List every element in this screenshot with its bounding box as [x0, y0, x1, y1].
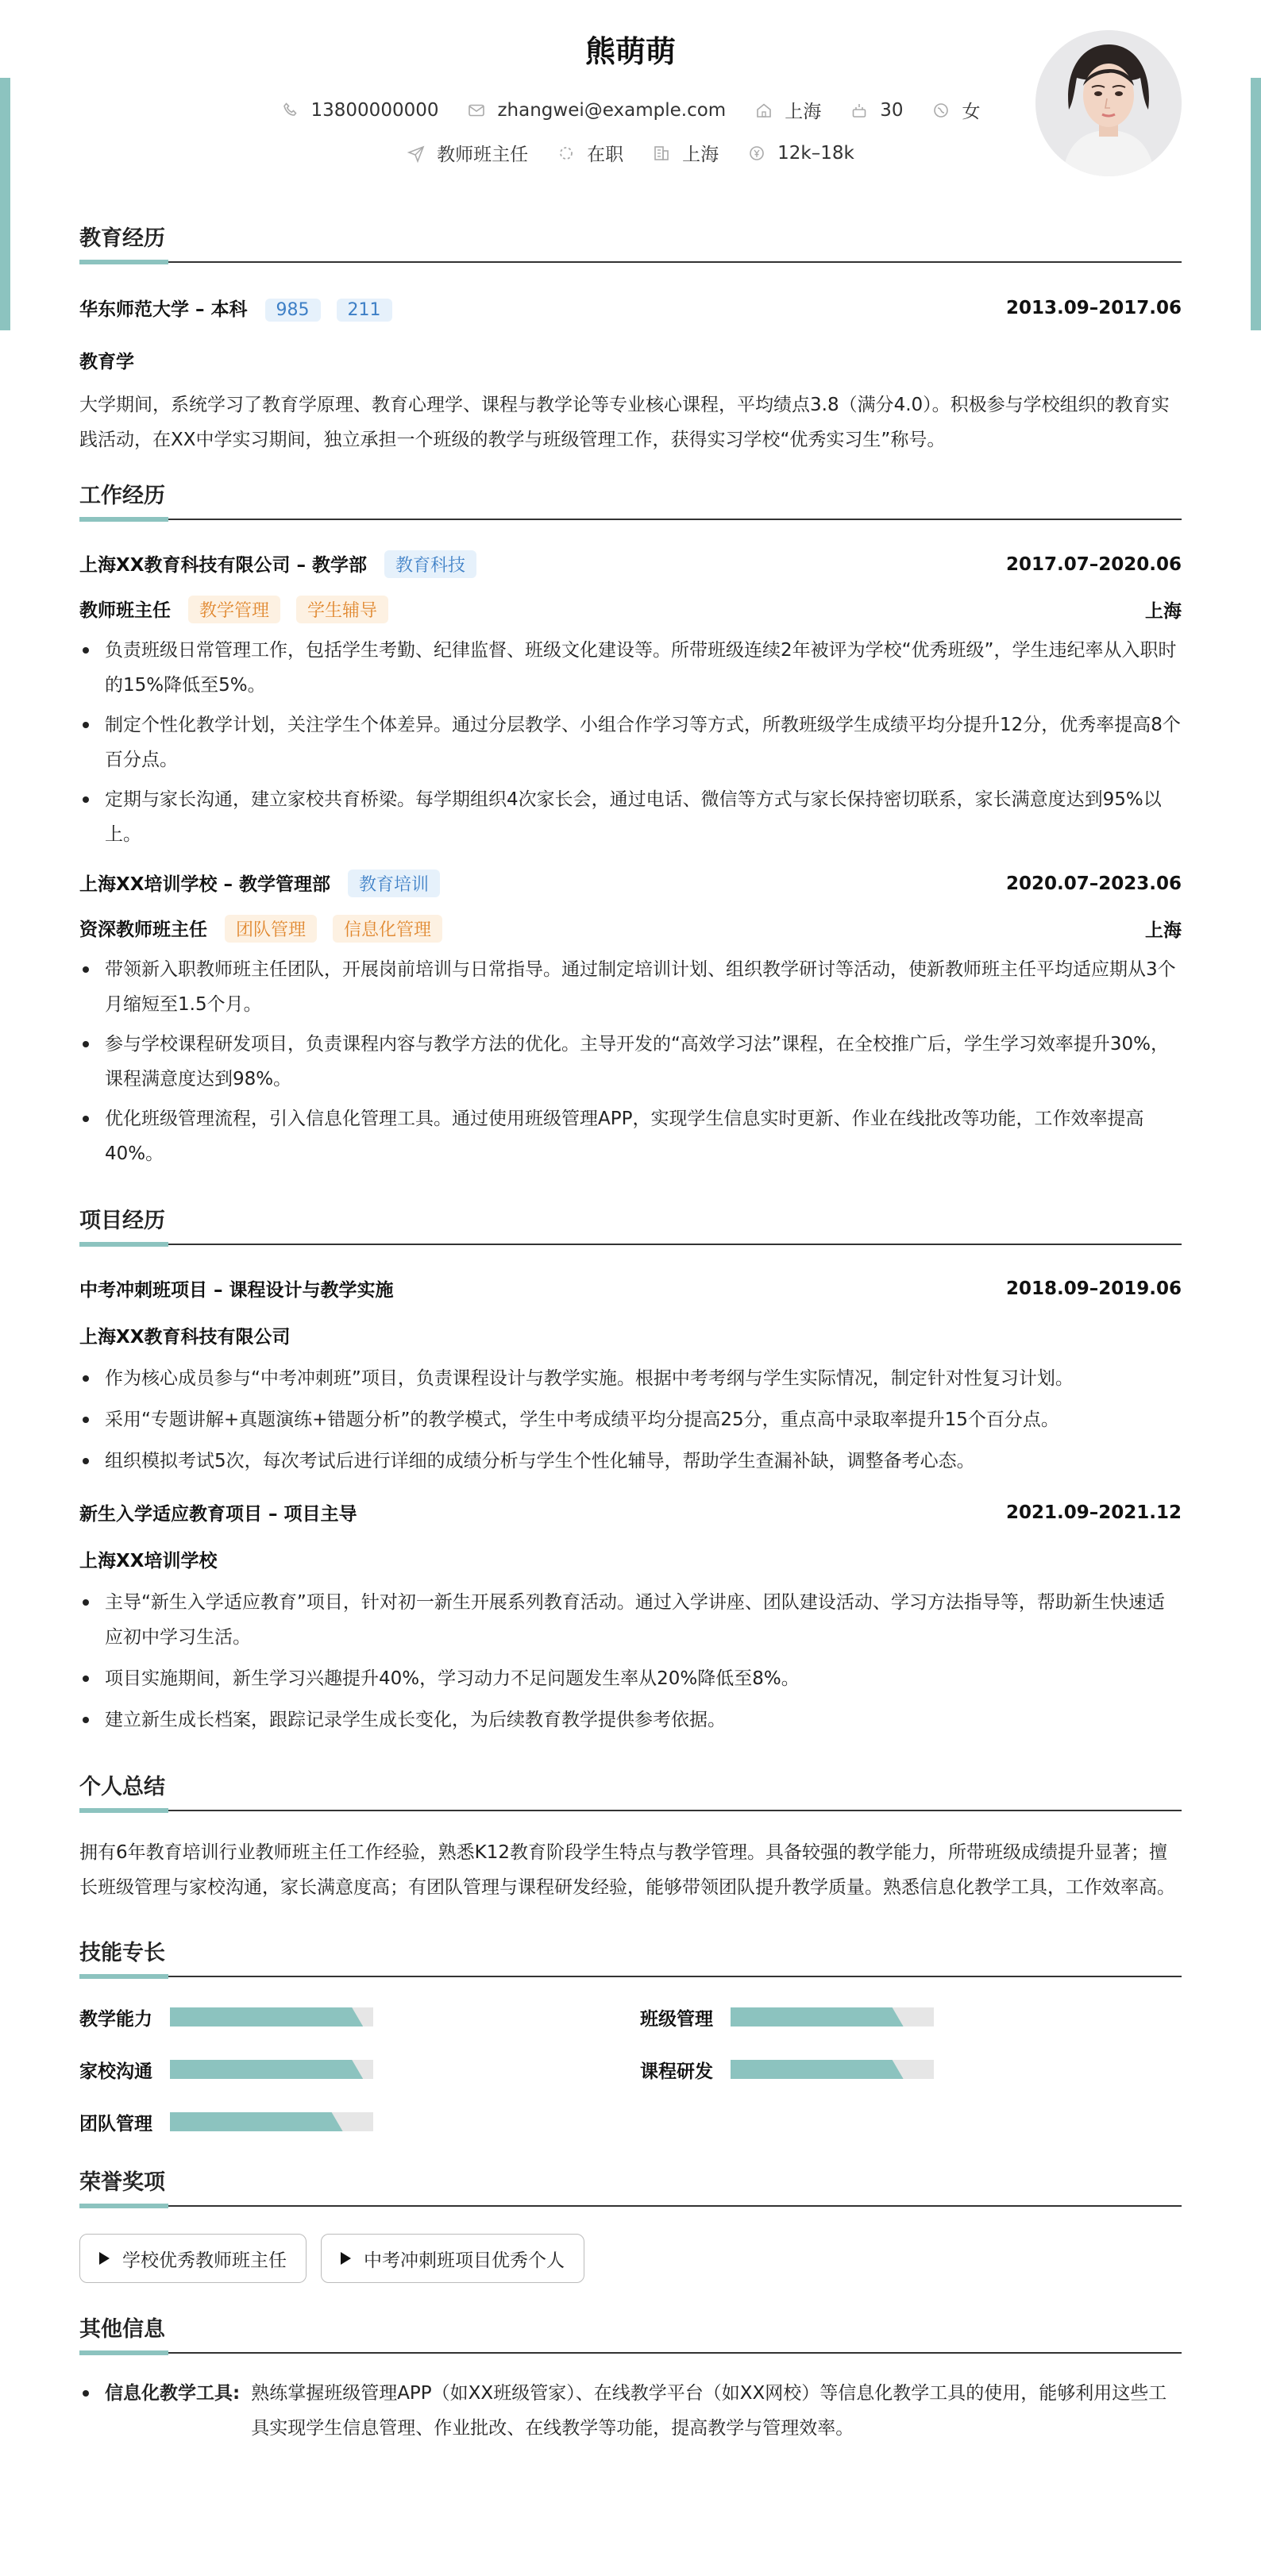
school-tag: 985 — [265, 299, 321, 322]
awards-list — [79, 2234, 1182, 2283]
salary-info — [747, 143, 854, 164]
cake-icon — [850, 101, 869, 120]
project-date: 2018.09–2019.06 — [1005, 1278, 1182, 1299]
coin-icon — [747, 144, 766, 163]
list-item: 优化班级管理流程，引入信息化管理工具。通过使用班级管理APP，实现学生信息实时更新、作业在线批改等功能，工作效率提高40%。 — [79, 1101, 1182, 1171]
gender-info — [931, 97, 980, 123]
job-role: 教师班主任 — [79, 600, 171, 621]
gender-text: 女 — [962, 102, 981, 122]
summary-section — [79, 1769, 1182, 1905]
list-item: 组织模拟考试5次，每次考试后进行详细的成绩分析与学生个性化辅导，帮助学生查漏补缺，调整备考心态。 — [79, 1444, 1182, 1479]
industry-tag: 教育培训 — [348, 870, 440, 897]
school-tag: 211 — [337, 299, 392, 322]
skill-name: 团队管理 — [79, 2113, 152, 2134]
skill-name: 家校沟通 — [79, 2061, 152, 2082]
education-date: 2013.09–2017.06 — [1005, 298, 1182, 318]
skill-bar — [731, 2060, 934, 2079]
award-label: 学校优秀教师班主任 — [122, 2250, 287, 2271]
target-city-text: 上海 — [682, 145, 719, 165]
role-tag: 教学管理 — [188, 596, 280, 623]
skills-section — [79, 1935, 1182, 2138]
phone-icon — [281, 101, 300, 120]
job-bullets — [79, 952, 1182, 1171]
skill-name: 班级管理 — [640, 2008, 713, 2030]
job-entry — [79, 550, 1182, 852]
right-accent-bar — [1251, 78, 1261, 330]
job-date: 2017.07–2020.06 — [1005, 553, 1182, 575]
skill-bar-fill — [170, 2112, 343, 2131]
age-text: 30 — [880, 99, 904, 121]
work-title: 工作经历 — [79, 478, 1182, 520]
project-org: 上海XX教育科技有限公司 — [79, 1327, 291, 1348]
position-info — [407, 140, 528, 166]
avatar-portrait-icon — [1035, 30, 1182, 176]
project-bullets — [79, 1585, 1182, 1737]
school-block — [79, 295, 392, 322]
education-header-row — [79, 295, 1182, 322]
summary-text: 拥有6年教育培训行业教师班主任工作经验，熟悉K12教育阶段学生特点与教学管理。具备较强的教学能力，所带班级成绩提升显著；擅长班级管理与家校沟通，家长满意度高；有团队管理与课程研发经验，能够带领团队提升教学质量。熟悉信息化教学工具，工作效率高。 — [79, 1842, 1175, 1898]
job-role-block — [79, 915, 442, 943]
list-item: 建立新生成长档案，跟踪记录学生成长变化，为后续教育教学提供参考依据。 — [79, 1703, 1182, 1737]
skill-bar — [170, 2112, 373, 2131]
status-info — [557, 140, 623, 166]
education-title: 教育经历 — [79, 221, 1182, 263]
role-tag: 学生辅导 — [296, 596, 388, 623]
city-info — [754, 97, 821, 123]
contact-line — [79, 97, 1182, 123]
salary-text: 12k–18k — [777, 142, 854, 164]
industry-tag: 教育科技 — [384, 550, 476, 578]
other-item — [79, 2376, 1182, 2446]
list-item: 负责班级日常管理工作，包括学生考勤、纪律监督、班级文化建设等。所带班级连续2年被评为学校“优秀班级”，学生违纪率从入职时的15%降低至5%。 — [79, 633, 1182, 703]
job-location: 上海 — [1145, 920, 1182, 941]
skill-item — [640, 2053, 1182, 2085]
other-text: 熟练掌握班级管理APP（如XX班级管家）、在线教学平台（如XX网校）等信息化教学工具的使用，能够利用这些工具实现学生信息管理、作业批改、在线教学等功能，提高教学与管理效率。 — [251, 2383, 1167, 2439]
school-name: 华东师范大学 – 本科 — [79, 299, 248, 320]
resume-page — [79, 0, 1182, 2446]
skill-bar-fill — [170, 2060, 363, 2079]
project-name: 中考冲刺班项目 – 课程设计与教学实施 — [79, 1280, 394, 1301]
project-header-row — [79, 1499, 1182, 1525]
other-label: 信息化教学工具: — [105, 2383, 241, 2404]
role-tag: 信息化管理 — [333, 915, 442, 943]
job-company: 上海XX培训学校 – 教学管理部 — [79, 874, 330, 895]
list-item: 制定个性化教学计划，关注学生个体差异。通过分层教学、小组合作学习等方式，所教班级学生成绩平均分提升12分，优秀率提高8个百分点。 — [79, 708, 1182, 777]
skill-item — [79, 2053, 640, 2085]
award-item — [321, 2234, 584, 2283]
triangle-right-icon — [341, 2252, 351, 2265]
job-intent-line — [79, 140, 1182, 166]
triangle-right-icon — [99, 2252, 110, 2265]
job-role-row — [79, 596, 1182, 623]
home-icon — [754, 101, 773, 120]
skills-grid — [79, 2001, 1182, 2138]
job-location: 上海 — [1145, 601, 1182, 622]
job-role-block — [79, 596, 388, 623]
building-icon — [652, 144, 671, 163]
project-name: 新生入学适应教育项目 – 项目主导 — [79, 1504, 357, 1525]
target-city-info — [652, 140, 719, 166]
honors-title: 荣誉奖项 — [79, 2165, 1182, 2207]
job-date: 2020.07–2023.06 — [1005, 873, 1182, 894]
job-company: 上海XX教育科技有限公司 – 教学部 — [79, 555, 367, 576]
avatar — [1035, 30, 1182, 176]
age-info — [850, 100, 903, 121]
job-header-row — [79, 870, 1182, 897]
education-major: 教育学 — [79, 352, 134, 372]
list-item: 主导“新生入学适应教育”项目，针对初一新生开展系列教育活动。通过入学讲座、团队建设活动、学习方法指导等，帮助新生快速适应初中学习生活。 — [79, 1585, 1182, 1655]
education-section — [79, 221, 1182, 457]
list-item: 项目实施期间，新生学习兴趣提升40%，学习动力不足问题发生率从20%降低至8%。 — [79, 1661, 1182, 1696]
city-text: 上海 — [785, 102, 822, 122]
job-company-block — [79, 870, 440, 897]
list-item: 定期与家长沟通，建立家校共育桥梁。每学期组织4次家长会，通过电话、微信等方式与家长保持密切联系，家长满意度达到95%以上。 — [79, 782, 1182, 852]
mail-icon — [467, 101, 486, 120]
loading-icon — [557, 144, 576, 163]
gender-icon — [931, 101, 951, 120]
summary-title: 个人总结 — [79, 1769, 1182, 1811]
job-header-row — [79, 550, 1182, 578]
skill-item — [640, 2001, 1182, 2033]
email-info — [467, 100, 726, 121]
skill-bar — [731, 2007, 934, 2026]
award-label: 中考冲刺班项目优秀个人 — [364, 2250, 565, 2271]
position-text: 教师班主任 — [437, 145, 529, 165]
skill-bar — [170, 2060, 373, 2079]
project-bullets — [79, 1361, 1182, 1479]
skill-item — [79, 2001, 640, 2033]
project-header-row — [79, 1275, 1182, 1301]
list-item: 带领新入职教师班主任团队，开展岗前培训与日常指导。通过制定培训计划、组织教学研讨等活动，使新教师班主任平均适应期从3个月缩短至1.5个月。 — [79, 952, 1182, 1022]
project-org: 上海XX培训学校 — [79, 1551, 218, 1571]
project-entry — [79, 1275, 1182, 1479]
left-accent-bar — [0, 78, 10, 330]
email-text: zhangwei@example.com — [497, 99, 727, 121]
job-role: 资深教师班主任 — [79, 920, 207, 940]
phone-text: 13800000000 — [310, 99, 439, 121]
list-item: 作为核心成员参与“中考冲刺班”项目，负责课程设计与教学实施。根据中考考纲与学生实际情况，制定针对性复习计划。 — [79, 1361, 1182, 1396]
skill-bar-fill — [731, 2060, 904, 2079]
job-company-block — [79, 550, 476, 578]
resume-header — [79, 0, 1182, 202]
job-role-row — [79, 915, 1182, 943]
skill-item — [79, 2106, 640, 2138]
skill-name: 教学能力 — [79, 2008, 152, 2030]
candidate-name: 熊萌萌 — [584, 34, 676, 69]
project-entry — [79, 1499, 1182, 1737]
projects-title: 项目经历 — [79, 1203, 1182, 1245]
job-bullets — [79, 633, 1182, 852]
role-tag: 团队管理 — [225, 915, 317, 943]
job-entry — [79, 870, 1182, 1171]
skill-bar — [170, 2007, 373, 2026]
projects-section — [79, 1203, 1182, 1737]
project-date: 2021.09–2021.12 — [1005, 1502, 1182, 1523]
honors-section — [79, 2165, 1182, 2283]
education-description: 大学期间，系统学习了教育学原理、教育心理学、课程与教学论等专业核心课程，平均绩点3.8（满分4.0）。积极参与学校组织的教育实践活动，在XX中学实习期间，独立承担一个班级的教学与班级管理工作，获得实习学校“优秀实习生”称号。 — [79, 395, 1170, 450]
phone-info — [281, 100, 439, 121]
status-text: 在职 — [587, 145, 624, 165]
other-section — [79, 2312, 1182, 2446]
skill-name: 课程研发 — [640, 2061, 713, 2082]
other-title: 其他信息 — [79, 2312, 1182, 2354]
skills-title: 技能专长 — [79, 1935, 1182, 1977]
send-icon — [407, 144, 426, 163]
skill-bar-fill — [731, 2007, 904, 2026]
skill-bar-fill — [170, 2007, 363, 2026]
award-item — [79, 2234, 307, 2283]
list-item: 参与学校课程研发项目，负责课程内容与教学方法的优化。主导开发的“高效学习法”课程，在全校推广后，学生学习效率提升30%，课程满意度达到98%。 — [79, 1027, 1182, 1097]
list-item: 采用“专题讲解+真题演练+错题分析”的教学模式，学生中考成绩平均分提高25分，重点高中录取率提升15个百分点。 — [79, 1402, 1182, 1437]
work-section — [79, 478, 1182, 1171]
